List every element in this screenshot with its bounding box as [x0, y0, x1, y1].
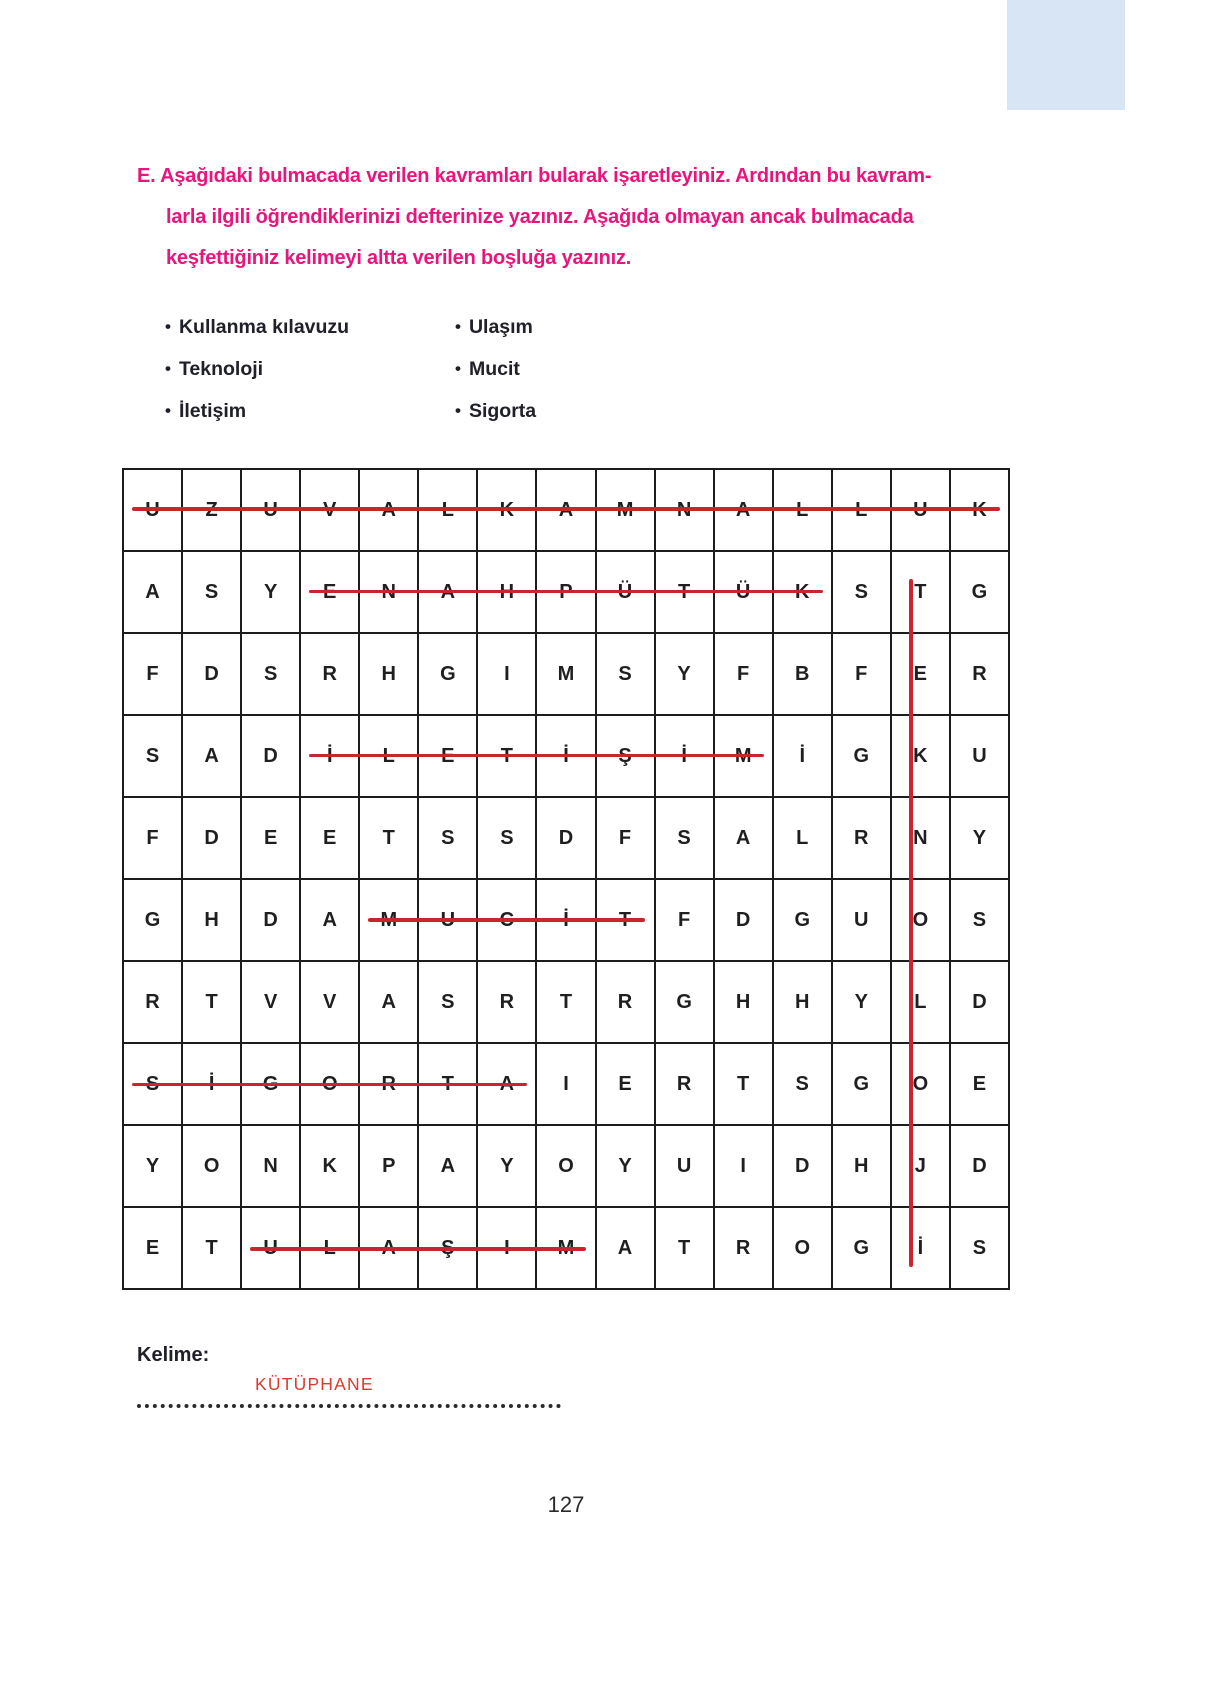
grid-cell: T [182, 961, 241, 1043]
grid-cell: F [655, 879, 714, 961]
grid-cell: D [241, 879, 300, 961]
bullet-icon: • [455, 317, 461, 336]
word-list-item [165, 390, 349, 432]
grid-cell: U [950, 715, 1009, 797]
grid-cell: A [300, 879, 359, 961]
word-list-item [455, 390, 536, 432]
word-label: Sigorta [468, 399, 537, 422]
grid-cell: İ [773, 715, 832, 797]
grid-cell: S [950, 1207, 1009, 1289]
grid-cell: D [950, 1125, 1009, 1207]
grid-cell: A [182, 715, 241, 797]
grid-cell: Y [477, 1125, 536, 1207]
grid-cell: S [418, 797, 477, 879]
strike-line-ulasim [250, 1247, 586, 1251]
grid-cell: V [300, 961, 359, 1043]
grid-cell: R [596, 961, 655, 1043]
grid-cell: G [655, 961, 714, 1043]
grid-cell: S [123, 715, 182, 797]
grid-cell: T [536, 961, 595, 1043]
grid-cell: O [536, 1125, 595, 1207]
bullet-icon: • [455, 401, 461, 420]
word-list-column-2 [455, 306, 536, 432]
grid-cell: G [950, 551, 1009, 633]
grid-cell: M [536, 633, 595, 715]
grid-cell: D [536, 797, 595, 879]
grid-cell: A [123, 551, 182, 633]
grid-cell: D [714, 879, 773, 961]
grid-cell: R [950, 633, 1009, 715]
grid-cell: İ [891, 1207, 950, 1289]
grid-cell: F [596, 797, 655, 879]
grid-cell: B [773, 633, 832, 715]
grid-cell: R [714, 1207, 773, 1289]
word-list-item [455, 306, 536, 348]
grid-cell: Y [241, 551, 300, 633]
grid-cell: G [773, 879, 832, 961]
word-label: Ulaşım [468, 315, 533, 338]
grid-cell: A [359, 961, 418, 1043]
grid-cell: N [241, 1125, 300, 1207]
word-label: İletişim [178, 399, 247, 422]
grid-cell: D [773, 1125, 832, 1207]
grid-cell: R [123, 961, 182, 1043]
word-search-grid [122, 468, 1010, 1290]
grid-cell: D [182, 633, 241, 715]
word-label: Kullanma kılavuzu [178, 315, 350, 338]
grid-cell: O [891, 879, 950, 961]
bullet-icon: • [165, 401, 171, 420]
grid-cell: Y [123, 1125, 182, 1207]
grid-cell: F [123, 797, 182, 879]
grid-cell: G [123, 879, 182, 961]
grid-cell: E [241, 797, 300, 879]
grid-cell: E [300, 797, 359, 879]
grid-cell: D [182, 797, 241, 879]
instruction-line: keşfettiğiniz kelimeyi altta verilen boşluğa yazınız. [166, 247, 632, 269]
instruction-line: E. Aşağıdaki bulmacada verilen kavramları bularak işaretleyiniz. Ardından bu kavram- [137, 165, 932, 187]
grid-cell: F [714, 633, 773, 715]
grid-cell: F [832, 633, 891, 715]
strike-line-teknoloji [909, 579, 913, 1267]
grid-cell: L [773, 797, 832, 879]
grid-cell: O [891, 1043, 950, 1125]
grid-cell: S [655, 797, 714, 879]
corner-decoration [1007, 0, 1125, 110]
grid-cell: E [891, 633, 950, 715]
grid-cell: S [950, 879, 1009, 961]
strike-line-mucit [368, 918, 645, 922]
grid-cell: G [832, 1043, 891, 1125]
grid-cell: I [714, 1125, 773, 1207]
grid-cell: H [773, 961, 832, 1043]
grid-cell: E [596, 1043, 655, 1125]
strike-line-iletisim [309, 754, 763, 758]
word-list-item [165, 306, 349, 348]
grid-cell: E [950, 1043, 1009, 1125]
grid-cell: Y [655, 633, 714, 715]
grid-cell: K [891, 715, 950, 797]
strike-line-kutuphane [309, 590, 823, 594]
grid-cell: R [477, 961, 536, 1043]
grid-cell: D [950, 961, 1009, 1043]
grid-cell: Y [950, 797, 1009, 879]
strike-line-sigorta [132, 1083, 527, 1087]
grid-cell: A [418, 1125, 477, 1207]
bullet-icon: • [165, 317, 171, 336]
word-label: Teknoloji [178, 357, 264, 380]
grid-cell: Y [596, 1125, 655, 1207]
grid-cell: J [891, 1125, 950, 1207]
grid-cell: F [123, 633, 182, 715]
grid-cell: L [891, 961, 950, 1043]
word-list-item [165, 348, 349, 390]
grid-cell: I [536, 1043, 595, 1125]
grid-cell: A [714, 797, 773, 879]
grid-cell: S [477, 797, 536, 879]
instruction-line: larla ilgili öğrendiklerinizi defterinize yazınız. Aşağıda olmayan ancak bulmacada [166, 206, 914, 228]
grid-cell: H [359, 633, 418, 715]
answer-label: Kelime: [137, 1344, 210, 1366]
grid-cell: A [596, 1207, 655, 1289]
answer-blank-line [137, 1390, 561, 1408]
grid-cell: O [773, 1207, 832, 1289]
grid-cell: T [359, 797, 418, 879]
grid-cell: S [418, 961, 477, 1043]
grid-cell: S [241, 633, 300, 715]
grid-cell: H [832, 1125, 891, 1207]
handwritten-answer: KÜTÜPHANE [255, 1374, 374, 1394]
grid-cell: T [655, 1207, 714, 1289]
word-list-column-1 [165, 306, 349, 432]
grid-cell: G [832, 1207, 891, 1289]
grid-cell: R [300, 633, 359, 715]
grid-cell: R [832, 797, 891, 879]
word-label: Mucit [468, 357, 520, 380]
exercise-instruction [137, 156, 1027, 279]
word-list-item [455, 348, 536, 390]
grid-cell: I [477, 633, 536, 715]
grid-cell: N [891, 797, 950, 879]
bullet-icon: • [165, 359, 171, 378]
grid-cell: S [773, 1043, 832, 1125]
grid-cell: V [241, 961, 300, 1043]
grid-cell: H [182, 879, 241, 961]
bullet-icon: • [455, 359, 461, 378]
grid-cell: Y [832, 961, 891, 1043]
grid-cell: S [182, 551, 241, 633]
strike-line-kullanma-kilavuzu [132, 507, 1001, 511]
grid-cell: T [182, 1207, 241, 1289]
page-number: 127 [547, 1492, 585, 1517]
grid-cell: S [596, 633, 655, 715]
grid-cell: K [300, 1125, 359, 1207]
grid-cell: T [891, 551, 950, 633]
grid-cell: S [832, 551, 891, 633]
grid-cell: G [832, 715, 891, 797]
grid-cell: E [123, 1207, 182, 1289]
grid-cell: T [714, 1043, 773, 1125]
grid-cell: G [418, 633, 477, 715]
grid-cell: H [714, 961, 773, 1043]
grid-cell: U [832, 879, 891, 961]
grid-cell: O [182, 1125, 241, 1207]
grid-cell: P [359, 1125, 418, 1207]
grid-cell: D [241, 715, 300, 797]
grid-cell: U [655, 1125, 714, 1207]
grid-cell: R [655, 1043, 714, 1125]
